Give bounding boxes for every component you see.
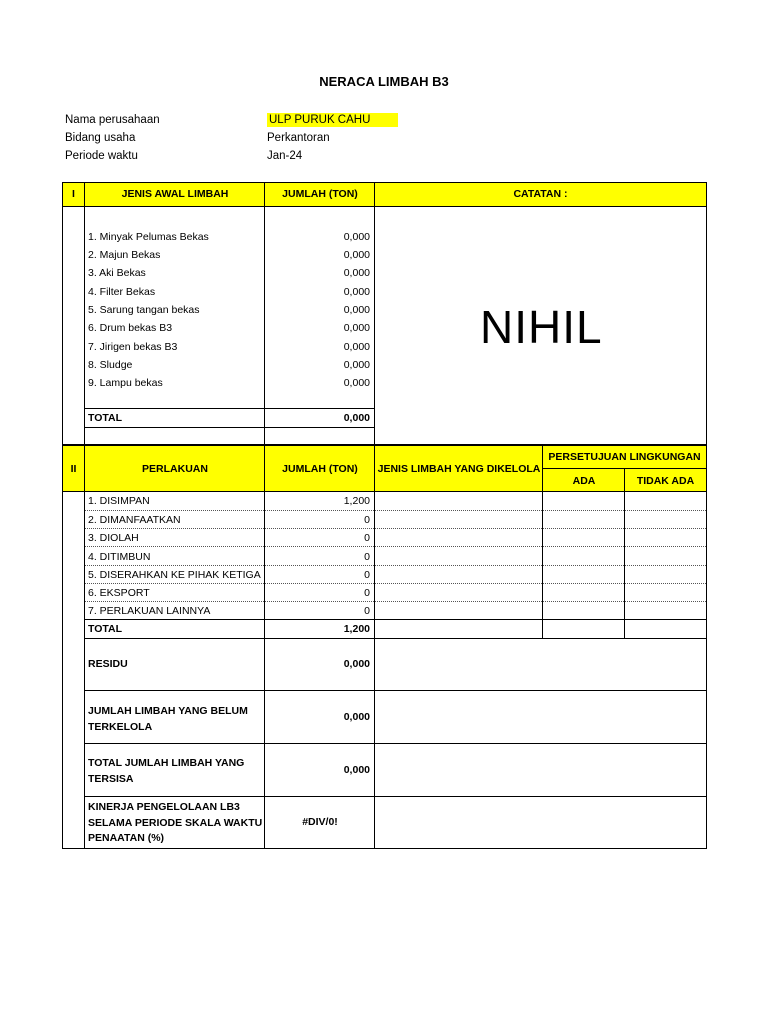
waste-item-value: 0,000 — [343, 322, 370, 334]
performance-value: #DIV/0! — [302, 816, 338, 828]
period-label: Periode waktu — [65, 150, 138, 162]
remaining-waste-label: TOTAL JUMLAH LIMBAH YANG TERSISA — [88, 757, 245, 785]
section2-frame — [62, 445, 707, 849]
waste-item-value: 0,000 — [343, 341, 370, 353]
waste-item-value: 0,000 — [343, 286, 370, 298]
section1-col-jumlah: JUMLAH (TON) — [282, 188, 358, 200]
remaining-waste-value: 0,000 — [343, 764, 370, 776]
performance-label: KINERJA PENGELOLAAN LB3 SELAMA PERIODE SKALA WAKTU PENAATAN (%) — [88, 801, 263, 844]
section1-total-value: 0,000 — [343, 412, 370, 424]
section2-col-jenis: JENIS LIMBAH YANG DIKELOLA — [377, 462, 541, 475]
waste-item-value: 0,000 — [343, 231, 370, 243]
business-field-label: Bidang usaha — [65, 132, 136, 144]
treatment-item-value: 0 — [364, 532, 370, 544]
waste-item: 2. Majun Bekas — [88, 249, 161, 261]
treatment-item-value: 0 — [364, 514, 370, 526]
section2-col-perlakuan: PERLAKUAN — [142, 462, 208, 475]
unmanaged-waste-value: 0,000 — [343, 711, 370, 723]
section1-col-catatan: CATATAN : — [513, 188, 568, 200]
waste-item-value: 0,000 — [343, 249, 370, 261]
page-title: NERACA LIMBAH B3 — [319, 74, 449, 89]
section2-col-tidak-ada: TIDAK ADA — [636, 474, 695, 487]
waste-item: 7. Jirigen bekas B3 — [88, 341, 178, 353]
company-name-value: ULP PURUK CAHU — [267, 114, 398, 126]
residu-value: 0,000 — [343, 658, 370, 670]
treatment-item-value: 0 — [364, 605, 370, 617]
treatment-item: 1. DISIMPAN — [88, 495, 150, 507]
treatment-item-value: 1,200 — [343, 495, 370, 507]
treatment-item-value: 0 — [364, 551, 370, 563]
section2-total-label: TOTAL — [88, 623, 123, 635]
waste-item: 8. Sludge — [88, 359, 133, 371]
business-field-value: Perkantoran — [267, 132, 330, 144]
catatan-note: NIHIL — [480, 301, 603, 353]
treatment-item: 6. EKSPORT — [88, 587, 150, 599]
waste-item: 3. Aki Bekas — [88, 267, 146, 279]
section2-col-ada: ADA — [572, 474, 596, 487]
period-value: Jan-24 — [267, 150, 303, 162]
waste-item-value: 0,000 — [343, 377, 370, 389]
waste-item-value: 0,000 — [343, 267, 370, 279]
treatment-item-value: 0 — [364, 569, 370, 581]
section1-total-label: TOTAL — [88, 412, 123, 424]
treatment-item: 3. DIOLAH — [88, 532, 139, 544]
waste-item-value: 0,000 — [343, 359, 370, 371]
section1-col-jenis: JENIS AWAL LIMBAH — [121, 188, 229, 200]
section2-total-value: 1,200 — [343, 623, 370, 635]
treatment-item: 2. DIMANFAATKAN — [88, 514, 181, 526]
waste-item: 5. Sarung tangan bekas — [88, 304, 200, 316]
treatment-item: 4. DITIMBUN — [88, 551, 151, 563]
treatment-item: 5. DISERAHKAN KE PIHAK KETIGA — [88, 569, 261, 581]
section2-roman: II — [70, 462, 77, 475]
section1-roman: I — [72, 188, 75, 200]
waste-item: 6. Drum bekas B3 — [88, 322, 173, 334]
company-name-label: Nama perusahaan — [65, 114, 160, 126]
unmanaged-waste-label: JUMLAH LIMBAH YANG BELUM TERKELOLA — [88, 705, 248, 733]
waste-item: 4. Filter Bekas — [88, 286, 156, 298]
waste-item: 1. Minyak Pelumas Bekas — [88, 231, 209, 243]
treatment-item: 7. PERLAKUAN LAINNYA — [88, 605, 211, 617]
section2-col-jumlah: JUMLAH (TON) — [282, 462, 358, 475]
residu-label: RESIDU — [88, 658, 128, 670]
section2-col-persetujuan: PERSETUJUAN LINGKUNGAN — [548, 451, 701, 463]
waste-item: 9. Lampu bekas — [88, 377, 163, 389]
waste-item-value: 0,000 — [343, 304, 370, 316]
treatment-item-value: 0 — [364, 587, 370, 599]
